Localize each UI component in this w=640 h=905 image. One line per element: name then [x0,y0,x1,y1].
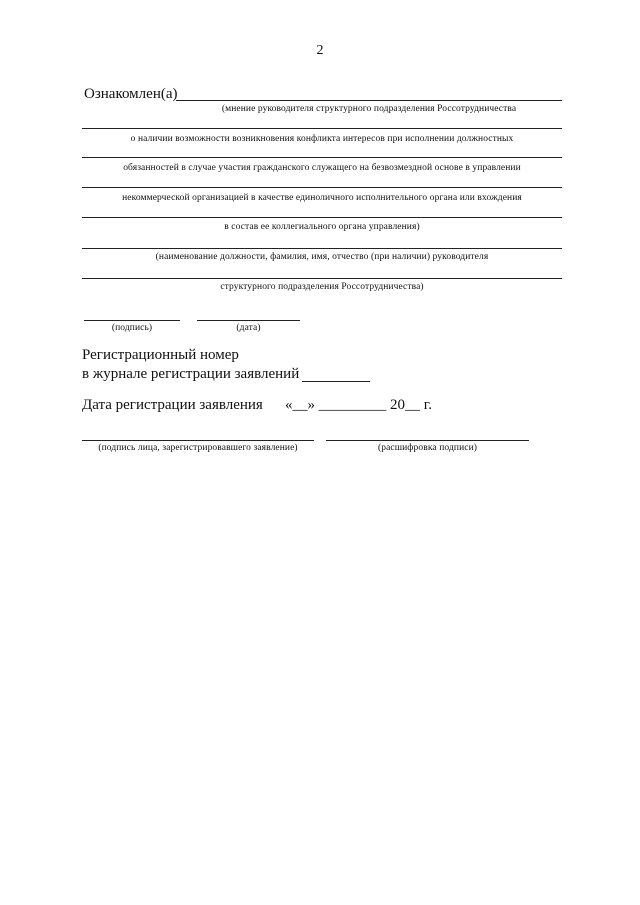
acknowledged-caption-6: (наименование должности, фамилия, имя, отчество (при наличии) руководителя [155,252,489,262]
acknowledged-caption-1: (мнение руководителя структурного подразделения Россотрудничества [221,104,517,114]
acknowledged-label: Ознакомлен(а) [84,86,178,102]
acknowledged-caption-5: в состав ее коллегиального органа управления) [224,222,420,232]
registration-date-label: Дата регистрации заявления [82,397,263,413]
acknowledged-line-1 [176,100,562,101]
registrar-decoding-line [326,440,529,441]
page-number: 2 [316,43,324,58]
acknowledged-line-5 [82,217,562,218]
acknowledged-line-3 [82,157,562,158]
acknowledged-caption-2: о наличии возможности возникновения конфликта интересов при исполнении должностных [130,134,514,144]
registrar-decoding-caption: (расшифровка подписи) [377,443,478,453]
registration-date-value: «__» _________ 20__ г. [285,397,432,413]
acknowledged-caption-3: обязанностей в случае участия гражданского служащего на безвозмездной основе в управлении [123,163,521,173]
signature-line [84,320,180,321]
acknowledged-line-6 [82,248,562,249]
registrar-signature-caption: (подпись лица, зарегистрировавшего заявление) [98,443,298,453]
registration-number-label-line2: в журнале регистрации заявлений [82,366,300,382]
registrar-signature-line [82,440,314,441]
registration-number-blank [302,381,370,382]
registration-number-label-line1: Регистрационный номер [82,347,239,363]
acknowledged-line-7 [82,278,562,279]
acknowledged-line-4 [82,187,562,188]
signature-caption: (подпись) [111,323,153,333]
acknowledged-caption-4: некоммерческой организацией в качестве единоличного исполнительного органа или вхождения [122,193,522,203]
acknowledged-caption-7: структурного подразделения Россотрудничества) [220,282,424,292]
acknowledged-line-2 [82,128,562,129]
date-line [197,320,300,321]
date-caption: (дата) [236,323,261,333]
